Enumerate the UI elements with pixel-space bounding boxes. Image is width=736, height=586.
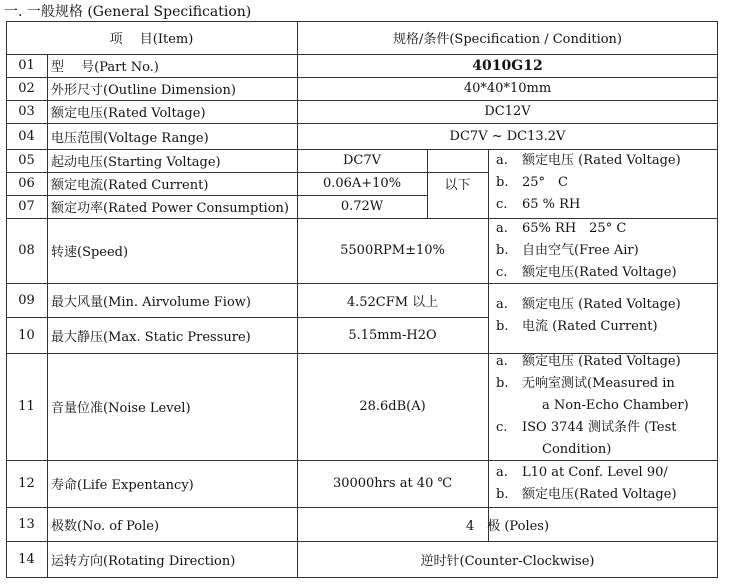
grid-line <box>6 577 718 578</box>
row-value: 0.06A+10% <box>322 176 402 191</box>
row-number: 10 <box>18 327 35 343</box>
condition-text: 25° C <box>522 175 568 190</box>
row-item: 起动电压(Starting Voltage) <box>51 155 221 170</box>
condition-key: c. <box>496 265 508 280</box>
condition-text: 电流 (Rated Current) <box>522 319 658 334</box>
row-value: DC12V <box>484 104 531 119</box>
condition-line <box>496 351 689 373</box>
row-value: 4.52CFM 以上 <box>346 294 439 310</box>
row-number: 08 <box>18 243 35 258</box>
row-value: 40*40*10mm <box>463 81 552 96</box>
row-value: 4 极 (Poles) <box>465 518 550 534</box>
grid-line <box>488 149 489 541</box>
row-number: 02 <box>18 81 35 96</box>
condition-key: b. <box>496 319 509 334</box>
condition-line <box>496 417 689 439</box>
condition-key: b. <box>496 376 509 391</box>
condition-line <box>496 240 677 262</box>
condition-key: a. <box>496 153 508 168</box>
condition-group <box>496 294 681 338</box>
condition-text: 额定电压 (Rated Voltage) <box>522 297 681 312</box>
row-item: 转速(Speed) <box>51 245 129 260</box>
header-item: 项 目(Item) <box>109 32 194 47</box>
condition-key: c. <box>496 197 508 212</box>
condition-text: 65% RH 25° C <box>522 221 627 236</box>
condition-group <box>496 462 677 506</box>
condition-line <box>496 395 689 417</box>
condition-line <box>496 462 677 484</box>
condition-text: Condition) <box>542 442 612 457</box>
row-item: 额定功率(Rated Power Consumption) <box>51 201 289 216</box>
row-item: 极数(No. of Pole) <box>51 518 160 534</box>
row-value: 4010G12 <box>472 57 543 74</box>
condition-group <box>496 150 681 216</box>
below-label: 以下 <box>444 178 471 193</box>
header-spec: 规格/条件(Specification / Condition) <box>392 32 623 47</box>
condition-text: 额定电压 (Rated Voltage) <box>522 354 681 369</box>
row-number: 11 <box>18 399 35 414</box>
condition-line <box>496 262 677 284</box>
row-value: 5500RPM±10% <box>340 243 445 258</box>
row-number: 09 <box>18 292 35 308</box>
row-number: 13 <box>18 516 35 532</box>
condition-key: b. <box>496 175 509 190</box>
row-item: 运转方向(Rotating Direction) <box>51 553 236 569</box>
condition-line <box>496 373 689 395</box>
row-value: DC7V <box>342 153 382 168</box>
row-item: 型 号(Part No.) <box>51 60 159 75</box>
condition-key: a. <box>496 221 508 236</box>
condition-key: b. <box>496 487 509 502</box>
row-value: 30000hrs at 40 ℃ <box>332 476 453 491</box>
condition-key: b. <box>496 243 509 258</box>
condition-key: a. <box>496 354 508 369</box>
condition-text: 额定电压 (Rated Voltage) <box>522 153 681 168</box>
condition-line <box>496 218 677 240</box>
row-number: 01 <box>18 58 35 73</box>
condition-text: 无响室测试(Measured in <box>522 376 675 391</box>
condition-line <box>496 172 681 194</box>
condition-key: a. <box>496 297 508 312</box>
row-number: 04 <box>18 128 35 144</box>
row-number: 07 <box>18 199 35 214</box>
row-number: 14 <box>18 551 35 567</box>
row-value: 逆时针(Counter-Clockwise) <box>420 553 595 569</box>
row-value: DC7V ~ DC13.2V <box>449 128 566 144</box>
condition-text: L10 at Conf. Level 90/ <box>522 465 668 480</box>
row-value: 5.15mm-H2O <box>348 327 437 343</box>
condition-line <box>496 484 677 506</box>
row-number: 06 <box>18 176 35 191</box>
section-heading: 一. 一般规格 (General Specification) <box>4 4 252 20</box>
row-item: 最大静压(Max. Static Pressure) <box>51 329 251 345</box>
row-item: 最大风量(Min. Airvolume Fiow) <box>51 294 251 310</box>
condition-line <box>496 294 681 316</box>
condition-line <box>496 194 681 216</box>
condition-text: 65 % RH <box>522 197 581 212</box>
condition-text: a Non-Echo Chamber) <box>542 398 689 413</box>
row-item: 额定电流(Rated Current) <box>51 178 209 193</box>
condition-text: 额定电压(Rated Voltage) <box>522 487 677 502</box>
row-value: 28.6dB(A) <box>359 399 426 414</box>
condition-text: 自由空气(Free Air) <box>522 243 639 258</box>
spec-table <box>6 21 718 578</box>
row-item: 电压范围(Voltage Range) <box>51 130 209 146</box>
condition-line <box>496 150 681 172</box>
condition-group <box>496 351 689 461</box>
row-value: 0.72W <box>340 199 384 214</box>
condition-key: c. <box>496 420 508 435</box>
condition-key: a. <box>496 465 508 480</box>
row-item: 额定电压(Rated Voltage) <box>51 106 206 121</box>
condition-text: ISO 3744 测试条件 (Test <box>522 420 677 435</box>
condition-line <box>496 316 681 338</box>
row-number: 05 <box>18 153 35 168</box>
row-number: 03 <box>18 104 35 119</box>
condition-text: 额定电压(Rated Voltage) <box>522 265 677 280</box>
row-item: 音量位准(Noise Level) <box>51 401 191 416</box>
row-item: 寿命(Life Expentancy) <box>51 478 194 493</box>
row-item: 外形尺寸(Outline Dimension) <box>51 83 236 98</box>
condition-line <box>496 439 689 461</box>
row-number: 12 <box>18 476 35 491</box>
condition-group <box>496 218 677 284</box>
